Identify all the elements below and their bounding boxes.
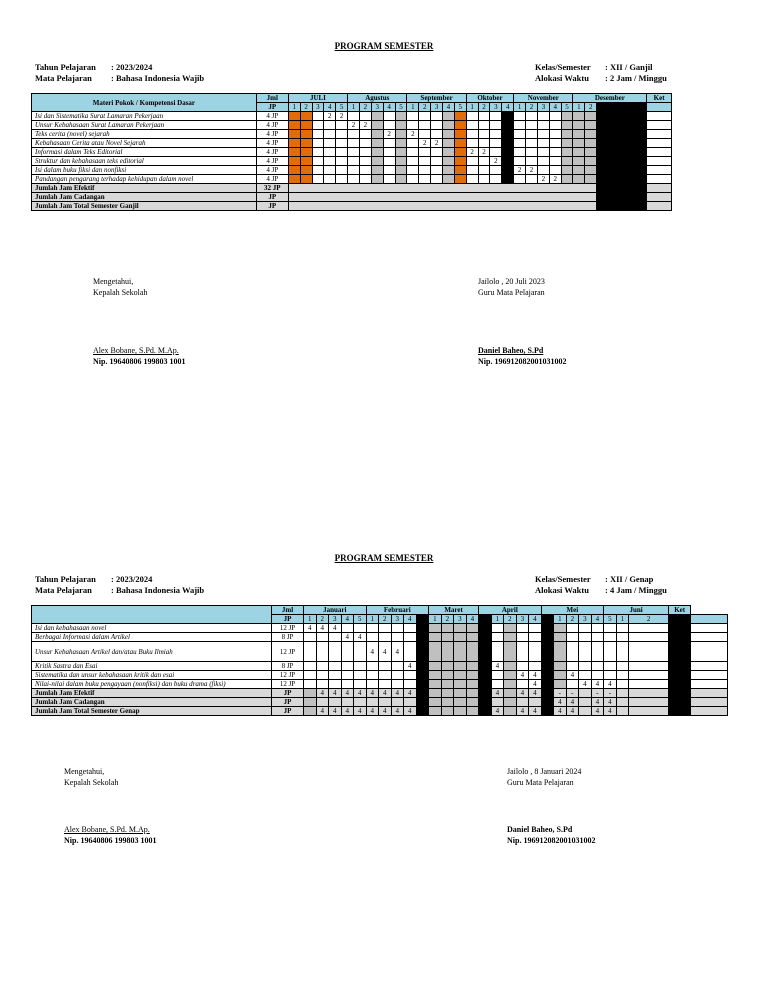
signature-kepsek-genap: Mengetahui, Kepalah Sekolah Alex Bobane, S.Pd. M.Ap. Nip. 19640806 199803 1001 — [64, 767, 157, 845]
table-row: Isi dalam buku fiksi dan nonfiksi 4 JP 2 2 — [32, 166, 672, 175]
guru-nip: Nip. 196912082001031002 — [478, 357, 567, 366]
tahun-value: : 2023/2024 — [111, 574, 153, 584]
table-row: Unsur Kebahasaan Artikel dan/atau Buku Ilmiah 12 JP 4 4 4 — [32, 642, 728, 662]
col-jml: Jml — [272, 606, 304, 615]
col-materi: Materi Pokok / Kompetensi Dasar — [32, 94, 257, 112]
page-title-genap: PROGRAM SEMESTER — [334, 553, 434, 563]
kepsek-nip: Nip. 19640806 199803 1001 — [93, 357, 186, 366]
alokasi-value: : 2 Jam / Minggu — [605, 73, 667, 83]
table-row: Unsur Kebahasaan Surat Lamaran Pekerjaan 4 JP 2 2 — [32, 121, 672, 130]
table-row: Berbagai Informasi dalam Artikel 8 JP 4 4 — [32, 633, 728, 642]
month-mei: Mei — [541, 606, 604, 615]
summary-row: Jumlah Jam Efektif JP 4 4 4 4 4 4 4 4 4 4 4 - - - - — [32, 689, 728, 698]
kelas-value: : XII / Genap — [605, 574, 654, 584]
table-row: Nilai-nilai dalam buku pengayaan (nonfiksi) dan buku drama (fiksi) 12 JP 4 4 4 4 — [32, 680, 728, 689]
kepsek-name: Alex Bobane, S.Pd. M.Ap. — [93, 346, 179, 355]
summary-row: Jumlah Jam Cadangan JP 4 4 4 4 — [32, 698, 728, 707]
schedule-table-ganjil: Materi Pokok / Kompetensi Dasar Jml JULI Agustus September Oktober November Desember Ket JP 1 2 3 4 5 1 2 3 4 5 1 2 3 4 5 1 2 3 4 1 2 3 4 5 1 2 Isi dan Sistematika Surat Lamaran Pekerjaan 4 JP 2 2 Unsur Kebahasaan Surat Lamaran Pekerjaan 4 JP 2 2 Teks cerita (novel) sejarah 4 JP 2 2 Kebahasaan Cerita atau Novel Sejarah 4 JP 2 2 Informasi dalam Teks Editorial 4 JP 2 2 Struktur dan kebahasaan teks editorial 4 JP 2 Isi dalam buku fiksi dan nonfiksi 4 JP 2 2 Pandangan pengarang terhadap kehidupan dalam novel 4 JP 2 2 Jumlah Jam Efektif 32 JP Jumlah Jam Cadangan JP Jumlah Jam Total Semester Ganjil JP — [31, 93, 672, 211]
table-row: Informasi dalam Teks Editorial 4 JP 2 2 — [32, 148, 672, 157]
month-maret: Maret — [429, 606, 479, 615]
kelas-value: : XII / Ganjil — [605, 62, 653, 72]
month-januari: Januari — [304, 606, 367, 615]
table-row: Kebahasaan Cerita atau Novel Sejarah 4 JP 2 2 — [32, 139, 672, 148]
kepsek-nip: Nip. 19640806 199803 1001 — [64, 836, 157, 845]
month-agustus: Agustus — [348, 94, 407, 103]
guru-nip: Nip. 196912082001031002 — [507, 836, 596, 845]
summary-row: Jumlah Jam Total Semester Genap JP 4 4 4 4 4 4 4 4 4 4 4 4 4 4 4 — [32, 707, 728, 716]
col-jp: JP — [256, 103, 288, 112]
col-jml: Jml — [256, 94, 288, 103]
month-desember: Desember — [573, 94, 647, 103]
month-april: April — [479, 606, 542, 615]
signature-guru-ganjil: Jailolo , 20 Juli 2023 Guru Mata Pelajaran Daniel Baheo, S.Pd Nip. 196912082001031002 — [478, 277, 567, 366]
signature-kepsek-ganjil: Mengetahui, Kepalah Sekolah Alex Bobane, S.Pd. M.Ap. Nip. 19640806 199803 1001 — [93, 277, 186, 366]
col-ket: Ket — [647, 94, 672, 103]
schedule-table-genap: Jml Januari Februari Maret April Mei Juni Ket JP 1 2 3 4 5 1 2 3 4 1 2 3 4 1 2 3 4 1 2 3 4 5 1 2 Isi dan kebahasaan novel 12 JP 4 4 4 Berbagai Informasi dalam Artikel 8 JP 4 4 Unsur Kebahasaan Artikel dan/atau Buku Ilmiah 12 JP 4 4 4 Kritik Sastra dan Esai 8 JP 4 4 Sistematika dan unsur kebahasaan kritik dan esai 12 JP 4 4 4 Nilai-nilai dalam buku pengayaan (nonfiksi) dan buku drama (fiksi) 12 JP 4 4 4 4 Jumlah Jam Efektif JP 4 4 4 4 4 4 4 4 4 4 4 - - - - Jumlah Jam Cadangan JP 4 4 4 4 Jumlah Jam Total Semester Genap JP 4 4 4 4 4 4 4 4 4 4 4 4 4 4 4 — [31, 605, 728, 716]
guru-name: Daniel Baheo, S.Pd — [507, 825, 573, 834]
col-ket: Ket — [669, 606, 691, 615]
col-jp: JP — [272, 615, 304, 624]
table-row: Struktur dan kebahasaan teks editorial 4 JP 2 — [32, 157, 672, 166]
table-row: Pandangan pengarang terhadap kehidupan dalam novel 4 JP 2 2 — [32, 175, 672, 184]
table-row: Isi dan Sistematika Surat Lamaran Pekerjaan 4 JP 2 2 — [32, 112, 672, 121]
mapel-value: : Bahasa Indonesia Wajib — [111, 585, 205, 595]
header-left-ganjil — [35, 62, 204, 84]
header-right-genap — [535, 574, 667, 596]
kelas-label: Kelas/Semester — [535, 62, 591, 72]
mapel-value: : Bahasa Indonesia Wajib — [111, 73, 205, 83]
tahun-label: Tahun Pelajaran — [35, 62, 96, 72]
kelas-label: Kelas/Semester — [535, 574, 591, 584]
header-right-ganjil — [535, 62, 667, 84]
summary-row: Jumlah Jam Total Semester Ganjil JP — [32, 202, 672, 211]
month-november: November — [514, 94, 573, 103]
mapel-label: Mata Pelajaran — [35, 585, 92, 595]
alokasi-label: Alokasi Waktu — [535, 585, 589, 595]
tahun-value: : 2023/2024 — [111, 62, 153, 72]
table-row: Teks cerita (novel) sejarah 4 JP 2 2 — [32, 130, 672, 139]
summary-row: Jumlah Jam Efektif 32 JP — [32, 184, 672, 193]
alokasi-label: Alokasi Waktu — [535, 73, 589, 83]
month-september: September — [407, 94, 466, 103]
guru-name: Daniel Baheo, S.Pd — [478, 346, 544, 355]
header-left-genap — [35, 574, 204, 596]
page-title-ganjil: PROGRAM SEMESTER — [334, 41, 434, 51]
mapel-label: Mata Pelajaran — [35, 73, 92, 83]
signature-guru-genap: Jailolo , 8 Januari 2024 Guru Mata Pelajaran Daniel Baheo, S.Pd Nip. 196912082001031002 — [507, 767, 596, 845]
table-row: Kritik Sastra dan Esai 8 JP 4 4 — [32, 662, 728, 671]
month-juli: JULI — [288, 94, 347, 103]
table-row: Sistematika dan unsur kebahasaan kritik dan esai 12 JP 4 4 4 — [32, 671, 728, 680]
kepsek-name: Alex Bobane, S.Pd. M.Ap. — [64, 825, 150, 834]
summary-row: Jumlah Jam Cadangan JP — [32, 193, 672, 202]
table-row: Isi dan kebahasaan novel 12 JP 4 4 4 — [32, 624, 728, 633]
tahun-label: Tahun Pelajaran — [35, 574, 96, 584]
month-juni: Juni — [604, 606, 669, 615]
month-oktober: Oktober — [466, 94, 513, 103]
month-februari: Februari — [366, 606, 429, 615]
alokasi-value: : 4 Jam / Minggu — [605, 585, 667, 595]
col-materi-vertical — [32, 606, 272, 624]
